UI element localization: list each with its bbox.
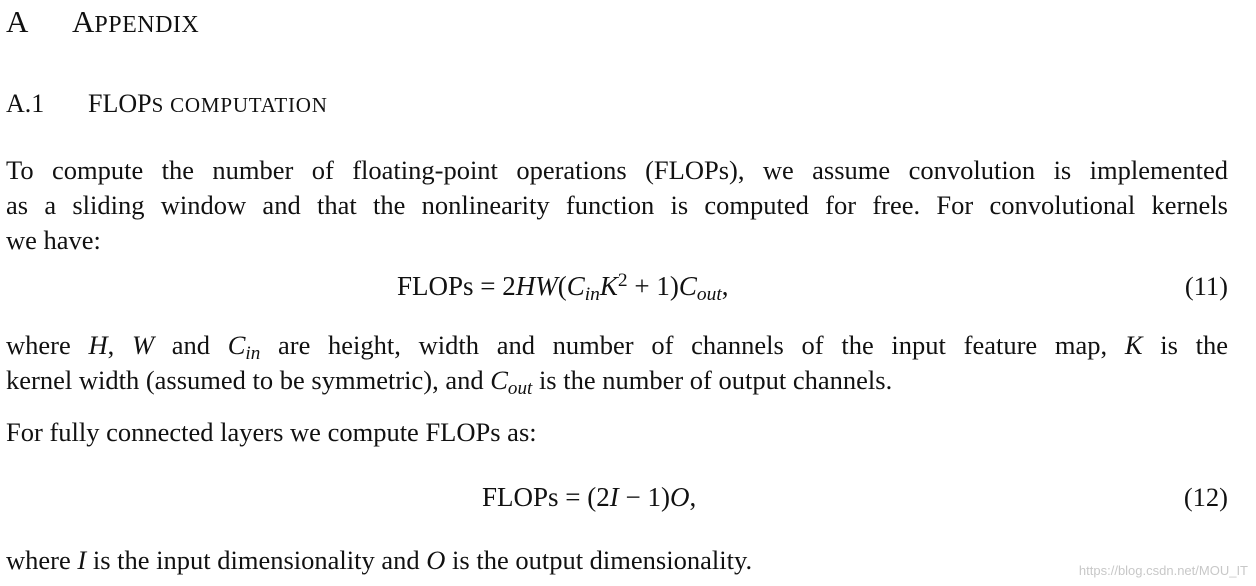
eq-plus: + [634, 271, 650, 301]
paragraph-fully-connected [6, 415, 1228, 450]
math-c: C [227, 330, 246, 360]
eq-coefficient: 2 [502, 271, 516, 301]
eq-lhs: FLOPs [397, 271, 474, 301]
section-number: A [6, 4, 29, 39]
eq-equals: = [565, 482, 581, 512]
eq-comma: , [689, 482, 697, 512]
eq-minus: − [625, 482, 641, 512]
math-h: H [88, 330, 108, 360]
eq-var-w: W [535, 271, 558, 301]
paragraph-line [6, 328, 1228, 363]
equation-number-12: (12) [1183, 482, 1228, 512]
eq-open-paren: ( [557, 271, 567, 301]
section-title-rest: PPENDIX [94, 12, 200, 38]
eq-subscript-in: in [584, 284, 600, 306]
subsection-heading [6, 88, 328, 121]
eq-var-h: H [515, 271, 536, 301]
watermark: https://blog.csdn.net/MOU_IT [1078, 563, 1248, 578]
eq-var-c-out: C [678, 271, 697, 301]
text-definition: are height, width and number of channels of the input feature map, [277, 330, 1108, 360]
eq-var-o: O [670, 482, 690, 512]
eq-close-paren: ) [669, 271, 679, 301]
eq-one: 1 [656, 271, 670, 301]
text-is-the: is the [1160, 330, 1229, 360]
text-output-dim: is the output dimensionality. [452, 545, 753, 575]
section-heading [6, 2, 199, 45]
paragraph-line: we have: [6, 225, 101, 255]
paragraph-line [6, 543, 1228, 578]
equation-11 [397, 268, 728, 304]
paragraph-line: To compute the number of floating-point operations (FLOPs), we assume convolution is implemented [6, 155, 1228, 185]
math-o: O [426, 545, 446, 575]
math-w: W [131, 330, 155, 360]
eq-one-close: 1) [647, 482, 670, 512]
math-subscript-out: out [507, 378, 533, 400]
eq-var-c: C [566, 271, 585, 301]
text-output-channels: is the number of output channels. [538, 365, 893, 395]
eq-subscript-out: out [696, 284, 722, 306]
paragraph-dimensionality [6, 543, 1228, 578]
eq-var-k: K [599, 271, 618, 301]
eq-equals: = [480, 271, 496, 301]
subsection-title-rest: S COMPUTATION [151, 93, 328, 117]
equation-12 [482, 479, 696, 515]
math-c: C [490, 365, 508, 395]
equation-number-11: (11) [1184, 271, 1228, 301]
eq-comma: , [721, 271, 729, 301]
subsection-number: A.1 [6, 89, 45, 118]
eq-open-paren-two: (2 [587, 482, 610, 512]
text-kernel-width: kernel width (assumed to be symmetric), and [6, 365, 484, 395]
eq-var-i: I [609, 482, 619, 512]
paragraph-line: as a sliding window and that the nonlinearity function is computed for free. For convolutional kernels [6, 190, 1228, 220]
math-subscript-in: in [245, 343, 261, 365]
section-title-initial: A [72, 4, 95, 39]
math-i: I [77, 545, 87, 575]
paragraph-flops-intro [6, 153, 1228, 258]
math-k: K [1124, 330, 1143, 360]
text-where: where [6, 330, 71, 360]
eq-superscript-2: 2 [617, 270, 628, 292]
subsection-title-main: FLOP [88, 89, 152, 118]
paragraph-variable-definitions [6, 328, 1228, 398]
text-comma: , [107, 330, 115, 360]
text-and: and [171, 330, 211, 360]
text-input-dim: is the input dimensionality and [92, 545, 420, 575]
eq-lhs: FLOPs [482, 482, 559, 512]
paragraph-line: For fully connected layers we compute FLOPs as: [6, 417, 537, 447]
text-where: where [6, 545, 71, 575]
paragraph-line [6, 363, 1228, 398]
